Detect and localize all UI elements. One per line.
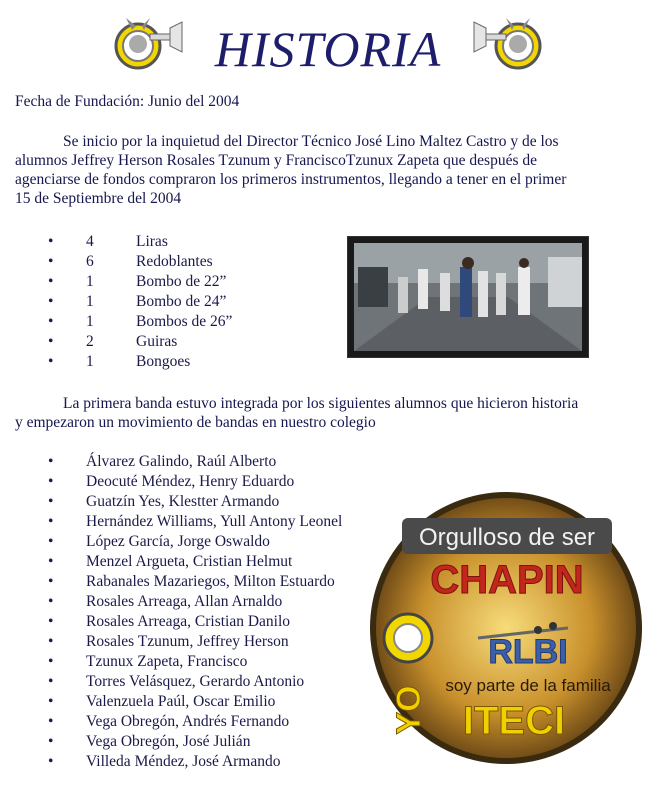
paragraph-line: 15 de Septiembre del 2004 <box>15 190 182 207</box>
badge-line-5: ITECI <box>462 699 566 743</box>
chapin-badge <box>368 478 643 776</box>
badge-line-2: CHAPIN <box>430 558 584 602</box>
badge-line-1: Orgulloso de ser <box>418 524 596 551</box>
band-photo <box>347 236 589 358</box>
band-paragraph <box>15 394 635 432</box>
paragraph-line: agenciarse de fondos compraron los primeros instrumentos, llegando a tener en el primer <box>15 171 567 188</box>
paragraph-line: La primera banda estuvo integrada por los siguientes alumnos que hicieron historia <box>63 395 579 412</box>
badge-side-text: YO <box>390 685 428 735</box>
paragraph-line: alumnos Jeffrey Herson Rosales Tzunum y FranciscoTzunux Zapeta que después de <box>15 152 537 169</box>
badge-line-3: RLBI <box>488 633 568 671</box>
paragraph-line: y empezaron un movimiento de bandas en nuestro colegio <box>15 414 376 431</box>
page-title: HISTORIA <box>214 21 442 77</box>
history-paragraph <box>15 132 635 208</box>
founding-date: Fecha de Fundación: Junio del 2004 <box>15 93 240 110</box>
paragraph-line: Se inicio por la inquietud del Director Técnico José Lino Maltez Castro y de los <box>63 133 559 150</box>
badge-line-4: soy parte de la familia <box>445 676 611 695</box>
